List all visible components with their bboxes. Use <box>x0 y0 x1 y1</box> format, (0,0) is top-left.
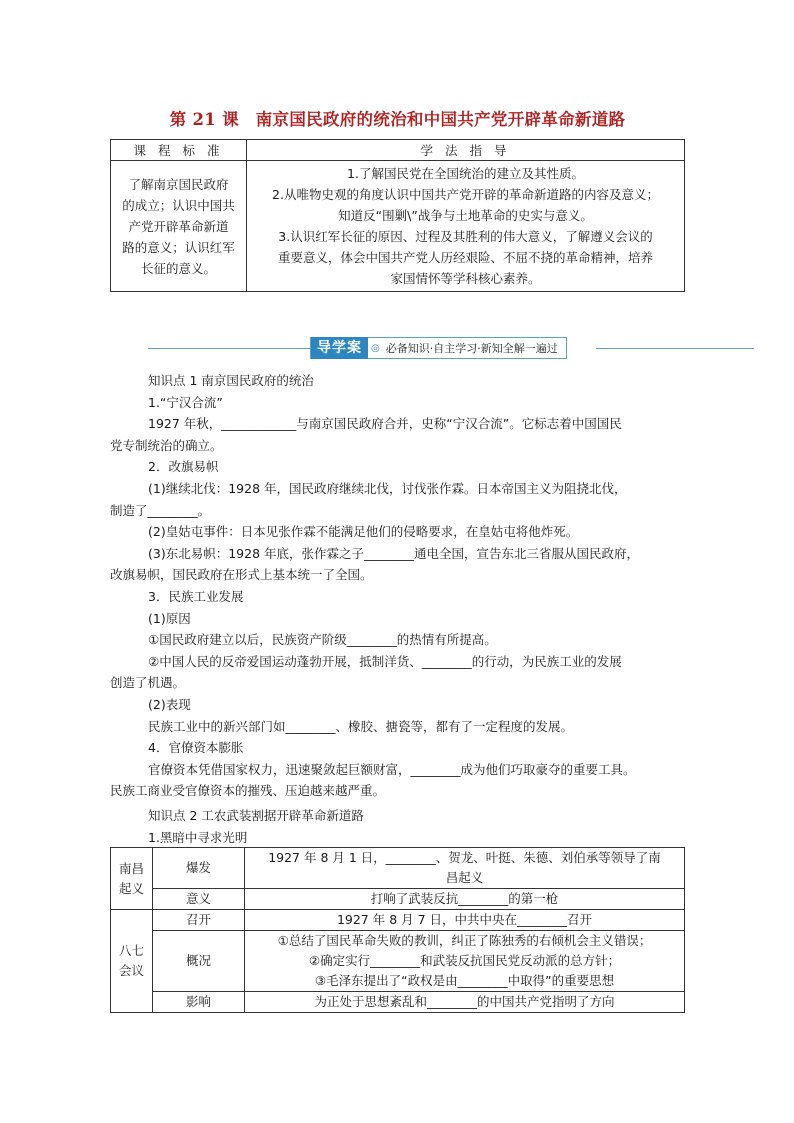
text-line: 1.“宁汉合流” <box>148 394 223 410</box>
curriculum-standard-header: 课 程 标 准 <box>111 140 247 161</box>
row-label: 影响 <box>153 992 245 1013</box>
bullet-icon: ◎ <box>371 342 380 354</box>
text-line: 民族工业中的新兴部门如________、橡胶、搪瓷等，都有了一定程度的发展。 <box>148 718 574 734</box>
text-line: 改旗易帜，国民政府在形式上基本统一了全国。 <box>110 567 373 583</box>
row-content: 为正处于思想紊乱和________的中国共产党指明了方向 <box>245 992 685 1013</box>
group-label: 八七 <box>118 943 144 958</box>
text-line: ②中国人民的反帝爱国运动蓬勃开展，抵制洋货、________的行动，为民族工业的发展 <box>148 653 622 669</box>
text-line: 制造了________。 <box>110 502 211 518</box>
text-line: (1)继续北伐：1928 年，国民政府继续北伐，讨伐张作霖。日本帝国主义为阻挠北伐， <box>148 480 627 496</box>
standard-line: 长征的意义。 <box>140 260 216 276</box>
text-line: 创造了机遇。 <box>110 675 186 691</box>
content-line: ①总结了国民革命失败的教训，纠正了陈独秀的右倾机会主义错误； <box>277 933 652 948</box>
study-guide-banner <box>310 337 567 359</box>
row-content: 1927 年 8 月 7 日，中共中央在________召开 <box>245 910 685 931</box>
text-line: 党专制统治的确立。 <box>110 437 223 453</box>
banner-subtitle: 必备知识·自主学习·新知全解一遍过 <box>385 342 558 355</box>
row-content <box>245 848 685 889</box>
guide-line: 2.从唯物史观的角度认识中国共产党开辟的革命新道路的内容及意义； <box>272 187 659 202</box>
knowledge-point-1 <box>110 370 685 802</box>
standard-line: 路的意义；认识红军 <box>122 239 235 255</box>
study-guide-header: 学 法 指 导 <box>247 140 685 161</box>
text-line: (2)表现 <box>148 696 191 712</box>
row-label: 召开 <box>153 910 245 931</box>
events-table <box>110 847 685 1013</box>
text-line: 4．官僚资本膨胀 <box>148 740 244 756</box>
study-guide-cell <box>247 161 685 292</box>
guide-line: 家国情怀等学科核心素养。 <box>390 271 541 286</box>
row-label: 爆发 <box>153 848 245 889</box>
row-label: 概况 <box>153 931 245 992</box>
guide-line: 1.了解国民党在全国统治的建立及其性质。 <box>347 166 584 181</box>
knowledge-point-2 <box>110 805 685 848</box>
group-label: 起义 <box>118 880 144 896</box>
text-line: 1927 年秋，____________与南京国民政府合并，史称“宁汉合流”。它标志着中国国民 <box>148 416 622 432</box>
row-label: 意义 <box>153 889 245 910</box>
text-line: 民族工商业受官僚资本的摧残、压迫越来越严重。 <box>110 783 386 799</box>
guide-line: 3.认识红军长征的原因、过程及其胜利的伟大意义，了解遵义会议的 <box>278 229 653 244</box>
text-line: (2)皇姑屯事件：日本见张作霖不能满足他们的侵略要求，在皇姑屯将他炸死。 <box>148 524 579 540</box>
guide-line: 重要意义，体会中国共产党人历经艰险、不屈不挠的革命精神，培养 <box>277 250 653 265</box>
text-line: 2．改旗易帜 <box>148 459 219 475</box>
section-heading: 知识点 1 南京国民政府的统治 <box>148 373 314 388</box>
text-line: 3．民族工业发展 <box>148 588 244 604</box>
text-line: (1)原因 <box>148 610 191 626</box>
standard-line: 了解南京国民政府 <box>128 176 229 192</box>
text-line: 官僚资本凭借国家权力，迅速聚敛起巨额财富，________成为他们巧取豪夺的重要工具。 <box>148 761 636 777</box>
subsection-heading: 1.黑暗中寻求光明 <box>148 829 248 845</box>
group-label: 南昌 <box>118 860 144 876</box>
group-label: 会议 <box>118 963 144 978</box>
banner-rule-left <box>148 348 310 349</box>
section-heading: 知识点 2 工农武装割据开辟革命新道路 <box>148 808 364 823</box>
standard-line: 产党开辟革命新道 <box>128 218 229 234</box>
content-line: ③毛泽东提出了“政权是由________中取得”的重要思想 <box>314 973 615 988</box>
row-content <box>245 931 685 992</box>
content-line: 1927 年 8 月 1 日，________、贺龙、叶挺、朱德、刘伯承等领导了南 <box>268 850 661 865</box>
content-line: 昌起义 <box>445 870 484 885</box>
banner-rule-right <box>596 348 754 349</box>
text-line: (3)东北易帜：1928 年底，张作霖之子________通电全国，宣告东北三省服从国民政府， <box>148 545 639 561</box>
text-line: ①国民政府建立以后，民族资产阶级________的热情有所提高。 <box>148 632 497 648</box>
group-cell-baqi <box>111 910 153 1013</box>
row-content: 打响了武装反抗________的第一枪 <box>245 889 685 910</box>
curriculum-standard-cell <box>111 161 247 292</box>
lesson-title: 第 21 课 南京国民政府的统治和中国共产党开辟革命新道路 <box>169 110 626 129</box>
banner-tag: 导学案 <box>311 337 368 359</box>
group-cell-nanchang <box>111 848 153 910</box>
content-line: ②确定实行________和武装反抗国民党反动派的总方针； <box>308 953 621 968</box>
guide-line: 知道反“围剿\”战争与土地革命的史实与意义。 <box>338 208 593 223</box>
curriculum-table <box>110 139 685 292</box>
standard-line: 的成立；认识中国共 <box>122 197 235 213</box>
